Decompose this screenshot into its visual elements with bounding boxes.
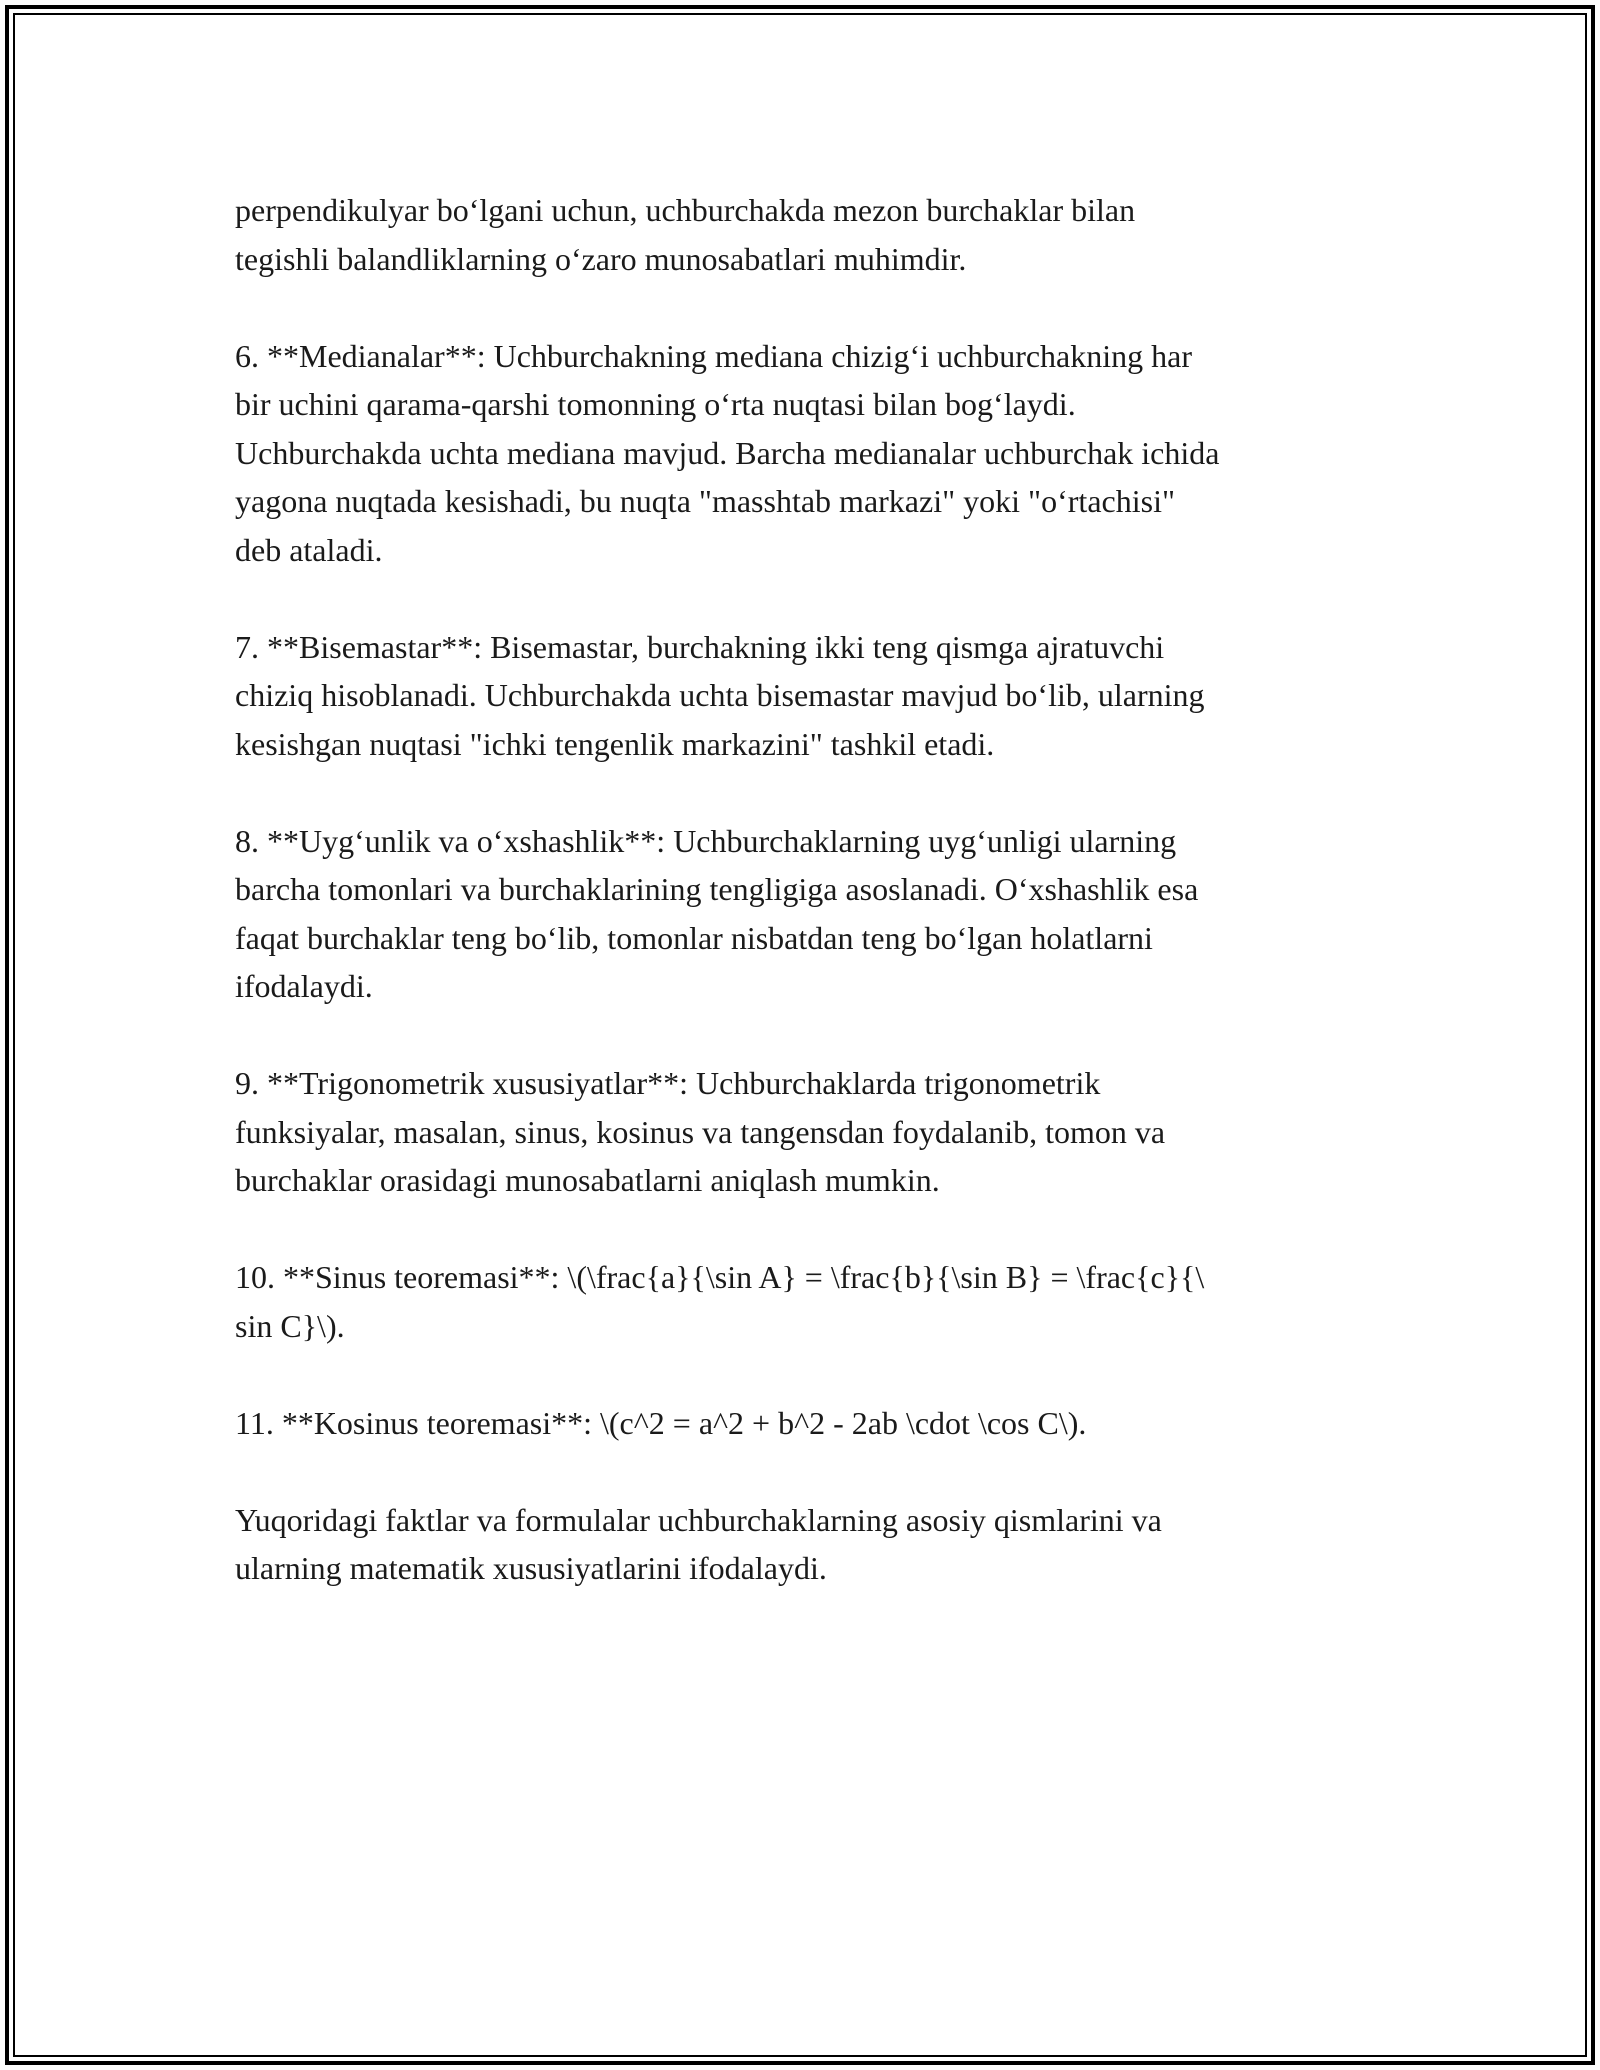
paragraph-sinus-teoremasi: 10. **Sinus teoremasi**: \(\frac{a}{\sin A} = \frac{b}{\sin B} = \frac{c}{\ sin C}\).	[235, 1259, 1205, 1344]
paragraph-intro-continuation: perpendikulyar bo‘lgani uchun, uchburchakda mezon burchaklar bilan tegishli balandliklarning o‘zaro munosabatlari muhimdir.	[235, 192, 1136, 277]
paragraph-uygunlik: 8. **Uyg‘unlik va o‘xshashlik**: Uchburchaklarning uyg‘unligi ularning barcha tomonlari va burchaklarining tengligiga asoslanadi. O‘xshashlik esa faqat burchaklar teng bo‘lib, tomonlar nisbatdan teng bo‘lgan holatlarni ifodalaydi.	[235, 822, 1199, 1004]
paragraph-trigonometrik: 9. **Trigonometrik xususiyatlar**: Uchburchaklarda trigonometrik funksiyalar, masalan, sinus, kosinus va tangensdan foydalanib, tomon va burchaklar orasidagi munosabatlarni aniqlash mumkin.	[235, 1065, 1166, 1198]
paragraph-bisemastar: 7. **Bisemastar**: Bisemastar, burchakning ikki teng qismga ajratuvchi chiziq hisoblanadi. Uchburchakda uchta bisemastar mavjud bo‘lib, ularning kesishgan nuqtasi "ichki tengenlik markazini" tashkil etadi.	[235, 628, 1205, 762]
document-body	[235, 186, 1380, 1641]
paragraph-conclusion: Yuqoridagi faktlar va formulalar uchburchaklarning asosiy qismlarini va ularning matematik xususiyatlarini ifodalaydi.	[235, 1501, 1162, 1586]
paragraph-medianalar: 6. **Medianalar**: Uchburchakning mediana chizig‘i uchburchakning har bir uchini qarama-qarshi tomonning o‘rta nuqtasi bilan bog‘laydi. Uchburchakda uchta mediana mavjud. Barcha medianalar uchburchak ichida yagona nuqtada kesishadi, bu nuqta "masshtab markazi" yoki "o‘rtachisi" deb ataladi.	[235, 337, 1220, 568]
paragraph-kosinus-teoremasi: 11. **Kosinus teoremasi**: \(c^2 = a^2 + b^2 - 2ab \cdot \cos C\).	[235, 1404, 1087, 1441]
